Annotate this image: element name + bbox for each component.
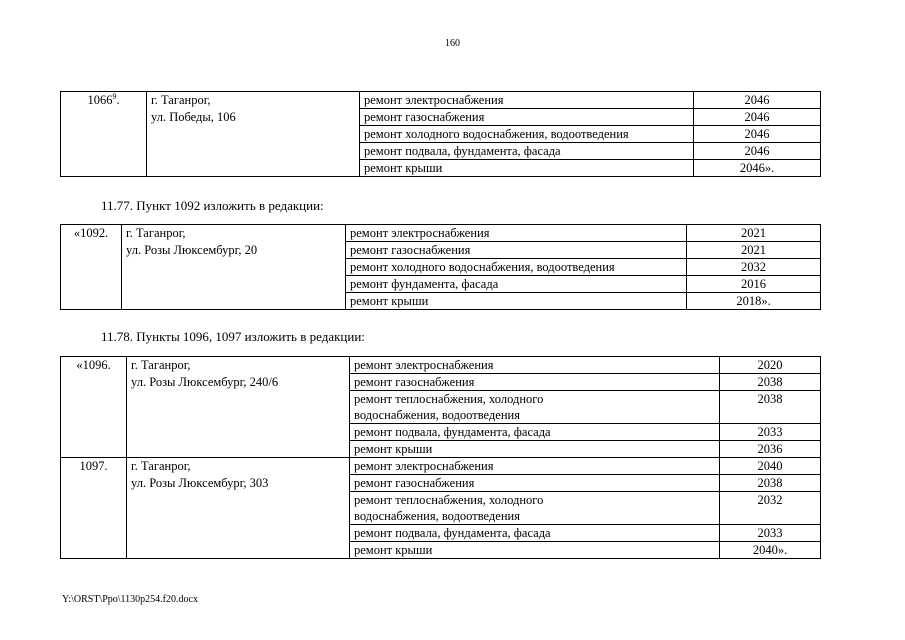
address-line: ул. Победы, 106 [151, 110, 236, 124]
repair-year-cell: 2046 [694, 126, 821, 143]
work-type-cell [350, 391, 720, 424]
work-type-cell [350, 542, 720, 559]
table-row [61, 225, 821, 242]
item-number-cell [61, 357, 127, 458]
work-type-cell [360, 109, 694, 126]
table-row [61, 458, 821, 475]
item-number-cell [61, 458, 127, 559]
work-type-cell [350, 441, 720, 458]
work-type-line: ремонт теплоснабжения, холодного [354, 392, 544, 406]
work-type-line: ремонт газоснабжения [354, 375, 475, 389]
work-type-line: ремонт крыши [350, 294, 429, 308]
repair-year-cell: 2036 [720, 441, 821, 458]
item-number: «1096. [76, 358, 111, 372]
repair-year-cell: 2046 [694, 92, 821, 109]
repair-year-cell: 2021 [687, 225, 821, 242]
repair-year-cell: 2038 [720, 374, 821, 391]
repair-year-cell: 2040 [720, 458, 821, 475]
table-row [61, 92, 821, 109]
work-type-line: ремонт крыши [354, 442, 433, 456]
repair-year-cell: 2021 [687, 242, 821, 259]
repair-schedule-table-1092 [60, 224, 821, 310]
work-type-line: ремонт подвала, фундамента, фасада [364, 144, 561, 158]
work-type-cell [360, 92, 694, 109]
repair-year-cell: 2016 [687, 276, 821, 293]
work-type-cell [346, 242, 687, 259]
repair-year-cell: 2040». [720, 542, 821, 559]
work-type-cell [360, 126, 694, 143]
work-type-cell [346, 293, 687, 310]
repair-year-cell: 2038 [720, 391, 821, 424]
work-type-line: ремонт газоснабжения [364, 110, 485, 124]
repair-year-cell: 2033 [720, 525, 821, 542]
repair-year-cell: 2032 [720, 492, 821, 525]
work-type-line: ремонт электроснабжения [354, 358, 494, 372]
file-path-footer: Y:\ORST\Ppo\1130p254.f20.docx [62, 594, 198, 605]
address-line: ул. Розы Люксембург, 240/6 [131, 375, 279, 389]
item-number: «1092. [73, 226, 109, 240]
repair-year-cell: 2046 [694, 143, 821, 160]
work-type-cell [350, 475, 720, 492]
work-type-line: ремонт крыши [364, 161, 443, 175]
work-type-line: ремонт фундамента, фасада [350, 277, 499, 291]
item-number-suffix: . [116, 93, 120, 107]
work-type-cell [350, 424, 720, 441]
work-type-line: ремонт газоснабжения [354, 476, 475, 490]
address-cell [127, 458, 350, 559]
work-type-line: ремонт теплоснабжения, холодного [354, 493, 544, 507]
work-type-cell [360, 160, 694, 177]
page-number: 160 [445, 38, 460, 49]
item-number-cell [61, 92, 147, 177]
repair-year-cell: 2018». [687, 293, 821, 310]
work-type-line: ремонт электроснабжения [354, 459, 494, 473]
repair-year-cell: 2046 [694, 109, 821, 126]
item-number-cell [61, 225, 122, 310]
address-cell [122, 225, 346, 310]
repair-year-cell: 2033 [720, 424, 821, 441]
repair-year-cell: 2038 [720, 475, 821, 492]
address-line: ул. Розы Люксембург, 20 [126, 243, 258, 257]
address-line: ул. Розы Люксембург, 303 [131, 476, 269, 490]
work-type-cell [346, 259, 687, 276]
work-type-cell [350, 357, 720, 374]
work-type-line: ремонт холодного водоснабжения, водоотведения [350, 260, 615, 274]
address-line: г. Таганрог, [126, 226, 186, 240]
work-type-cell [350, 374, 720, 391]
item-number-superscript: 9 [112, 91, 117, 101]
work-type-line: ремонт крыши [354, 543, 433, 557]
repair-schedule-table-1096-1097 [60, 356, 821, 559]
work-type-line: ремонт подвала, фундамента, фасада [354, 425, 551, 439]
work-type-line: ремонт холодного водоснабжения, водоотведения [364, 127, 629, 141]
amendment-paragraph-1096-1097: 11.78. Пункты 1096, 1097 изложить в редакции: [101, 329, 365, 344]
address-cell [127, 357, 350, 458]
work-type-line: водоснабжения, водоотведения [354, 509, 520, 523]
work-type-cell [360, 143, 694, 160]
item-number: 1066 [87, 93, 113, 107]
repair-year-cell: 2020 [720, 357, 821, 374]
amendment-paragraph-1092: 11.77. Пункт 1092 изложить в редакции: [101, 198, 324, 213]
address-cell [147, 92, 360, 177]
address-line: г. Таганрог, [131, 358, 191, 372]
work-type-cell [350, 458, 720, 475]
address-line: г. Таганрог, [151, 93, 211, 107]
table-row [61, 357, 821, 374]
work-type-line: ремонт газоснабжения [350, 243, 471, 257]
work-type-line: водоснабжения, водоотведения [354, 408, 520, 422]
work-type-cell [350, 492, 720, 525]
repair-year-cell: 2046». [694, 160, 821, 177]
item-number: 1097. [79, 459, 108, 473]
work-type-line: ремонт подвала, фундамента, фасада [354, 526, 551, 540]
repair-year-cell: 2032 [687, 259, 821, 276]
work-type-cell [346, 225, 687, 242]
work-type-cell [346, 276, 687, 293]
repair-schedule-table-1066 [60, 91, 821, 177]
work-type-line: ремонт электроснабжения [350, 226, 490, 240]
address-line: г. Таганрог, [131, 459, 191, 473]
work-type-cell [350, 525, 720, 542]
work-type-line: ремонт электроснабжения [364, 93, 504, 107]
